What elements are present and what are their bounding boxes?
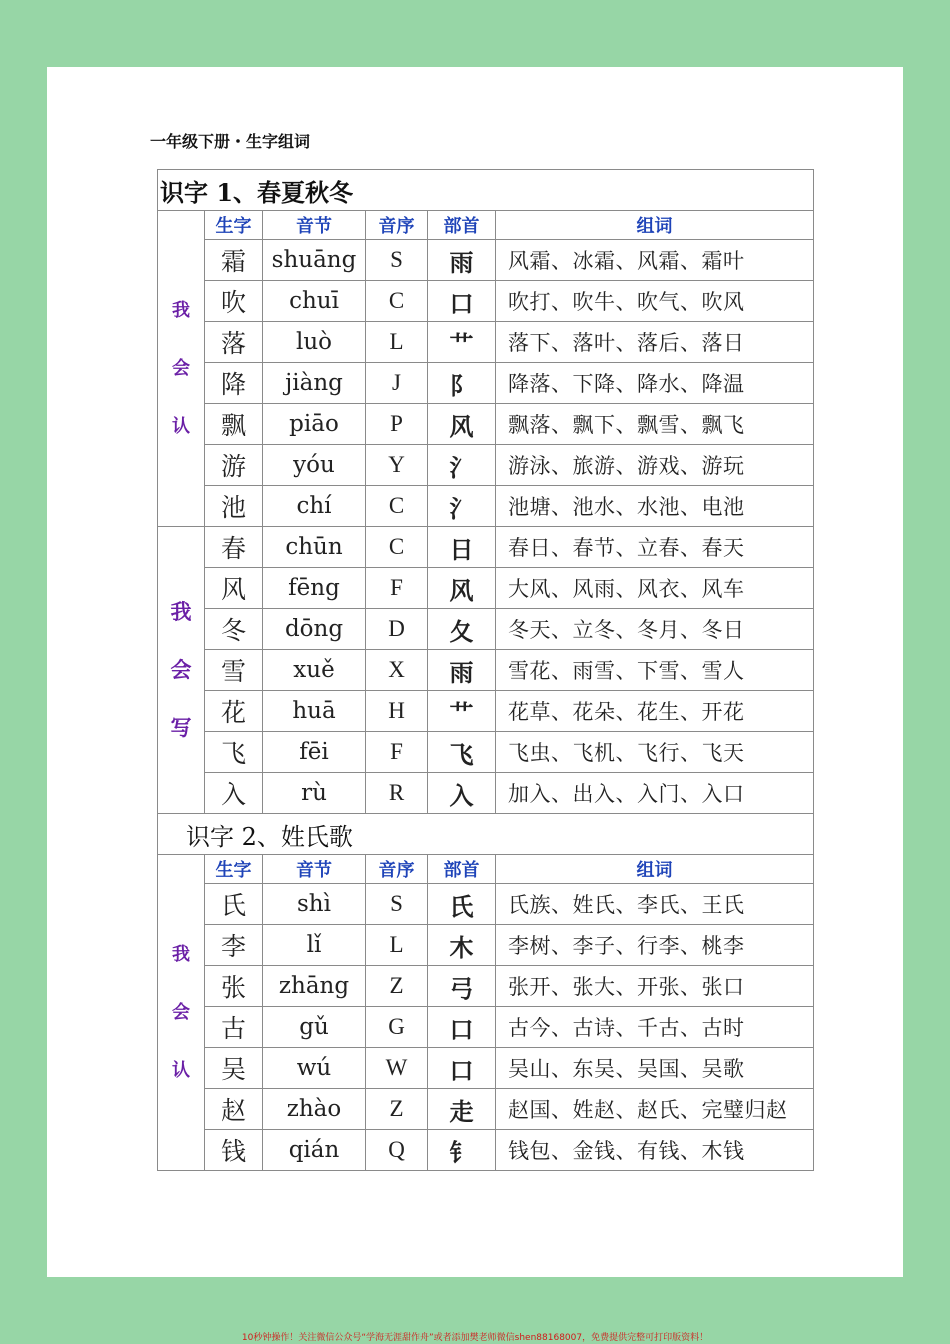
initial-letter-cell: J	[366, 363, 428, 404]
radical-cell: 口	[428, 1048, 496, 1089]
table-row	[158, 609, 814, 650]
character-cell: 飞	[205, 732, 263, 773]
radical-cell: 弓	[428, 966, 496, 1007]
initial-letter-cell: D	[366, 609, 428, 650]
table-row	[158, 445, 814, 486]
table-row	[158, 884, 814, 925]
table-row	[158, 1048, 814, 1089]
character-cell: 池	[205, 486, 263, 527]
word-group-cell: 钱包、金钱、有钱、木钱	[496, 1130, 814, 1171]
table-row	[158, 568, 814, 609]
initial-letter-cell: R	[366, 773, 428, 814]
radical-cell: 氏	[428, 884, 496, 925]
initial-letter-cell: W	[366, 1048, 428, 1089]
character-cell: 钱	[205, 1130, 263, 1171]
radical-cell: 口	[428, 1007, 496, 1048]
word-group-cell: 游泳、旅游、游戏、游玩	[496, 445, 814, 486]
initial-letter-cell: G	[366, 1007, 428, 1048]
character-cell: 游	[205, 445, 263, 486]
word-group-cell: 降落、下降、降水、降温	[496, 363, 814, 404]
worksheet-page	[47, 67, 903, 1277]
radical-cell: 氵	[428, 486, 496, 527]
character-cell: 霜	[205, 240, 263, 281]
initial-letter-cell: Z	[366, 966, 428, 1007]
group-label	[158, 855, 205, 1171]
word-group-cell: 氏族、姓氏、李氏、王氏	[496, 884, 814, 925]
initial-letter-cell: C	[366, 527, 428, 568]
character-cell: 雪	[205, 650, 263, 691]
initial-letter-cell: S	[366, 884, 428, 925]
radical-cell: 夂	[428, 609, 496, 650]
word-group-cell: 池塘、池水、水池、电池	[496, 486, 814, 527]
header-bu-shou: 部首	[428, 855, 496, 884]
character-cell: 降	[205, 363, 263, 404]
character-cell: 春	[205, 527, 263, 568]
header-yin-xu: 音序	[366, 211, 428, 240]
header-bu-shou: 部首	[428, 211, 496, 240]
initial-letter-cell: C	[366, 486, 428, 527]
table-row	[158, 322, 814, 363]
pinyin-cell: chuī	[263, 281, 366, 322]
pinyin-cell: wú	[263, 1048, 366, 1089]
pinyin-cell: xuě	[263, 650, 366, 691]
table-row	[158, 650, 814, 691]
initial-letter-cell: Q	[366, 1130, 428, 1171]
header-yin-xu: 音序	[366, 855, 428, 884]
pinyin-cell: chí	[263, 486, 366, 527]
group-label-char: 写	[170, 716, 192, 740]
character-cell: 古	[205, 1007, 263, 1048]
character-cell: 花	[205, 691, 263, 732]
pinyin-cell: shì	[263, 884, 366, 925]
radical-cell: 口	[428, 281, 496, 322]
radical-cell: 氵	[428, 445, 496, 486]
group-label-char: 会	[170, 658, 192, 682]
page-heading: 一年级下册・生字组词	[150, 132, 311, 151]
radical-cell: 风	[428, 404, 496, 445]
group-label-char: 认	[172, 1059, 190, 1081]
pinyin-cell: gǔ	[263, 1007, 366, 1048]
column-header-row	[158, 211, 814, 240]
group-label-char: 会	[172, 357, 190, 379]
section-title-row	[158, 170, 814, 211]
word-group-cell: 冬天、立冬、冬月、冬日	[496, 609, 814, 650]
character-cell: 入	[205, 773, 263, 814]
group-label	[158, 211, 205, 527]
header-yin-jie: 音节	[263, 855, 366, 884]
table-row	[158, 1089, 814, 1130]
header-yin-jie: 音节	[263, 211, 366, 240]
pinyin-cell: rù	[263, 773, 366, 814]
character-cell: 氏	[205, 884, 263, 925]
pinyin-cell: shuāng	[263, 240, 366, 281]
character-cell: 赵	[205, 1089, 263, 1130]
word-group-cell: 加入、出入、入门、入口	[496, 773, 814, 814]
word-group-cell: 大风、风雨、风衣、风车	[496, 568, 814, 609]
character-cell: 李	[205, 925, 263, 966]
section-title: 识字 1、春夏秋冬	[158, 170, 814, 211]
pinyin-cell: lǐ	[263, 925, 366, 966]
header-zu-ci: 组词	[496, 855, 814, 884]
vocabulary-table	[157, 169, 814, 1171]
word-group-cell: 古今、古诗、千古、古时	[496, 1007, 814, 1048]
radical-cell: 钅	[428, 1130, 496, 1171]
table-row	[158, 1130, 814, 1171]
table-row	[158, 527, 814, 568]
table-row	[158, 691, 814, 732]
word-group-cell: 张开、张大、开张、张口	[496, 966, 814, 1007]
table-row	[158, 925, 814, 966]
word-group-cell: 飞虫、飞机、飞行、飞天	[496, 732, 814, 773]
initial-letter-cell: Z	[366, 1089, 428, 1130]
word-group-cell: 飘落、飘下、飘雪、飘飞	[496, 404, 814, 445]
table-row	[158, 966, 814, 1007]
radical-cell: 入	[428, 773, 496, 814]
pinyin-cell: dōng	[263, 609, 366, 650]
table-row	[158, 486, 814, 527]
initial-letter-cell: L	[366, 322, 428, 363]
initial-letter-cell: S	[366, 240, 428, 281]
character-cell: 冬	[205, 609, 263, 650]
group-label-char: 我	[172, 943, 190, 965]
pinyin-cell: zhào	[263, 1089, 366, 1130]
word-group-cell: 花草、花朵、花生、开花	[496, 691, 814, 732]
word-group-cell: 吴山、东吴、吴国、吴歌	[496, 1048, 814, 1089]
radical-cell: 阝	[428, 363, 496, 404]
pinyin-cell: yóu	[263, 445, 366, 486]
footer-note: 10秒钟操作！关注微信公众号“学海无涯甜作舟”或者添加樊老师微信shen88168007，免费提供完整可打印版资料！	[241, 1333, 709, 1343]
initial-letter-cell: C	[366, 281, 428, 322]
character-cell: 风	[205, 568, 263, 609]
group-label-char: 我	[170, 600, 192, 624]
radical-cell: 雨	[428, 240, 496, 281]
radical-cell: 日	[428, 527, 496, 568]
word-group-cell: 赵国、姓赵、赵氏、完璧归赵	[496, 1089, 814, 1130]
table-row	[158, 363, 814, 404]
word-group-cell: 雪花、雨雪、下雪、雪人	[496, 650, 814, 691]
table-row	[158, 732, 814, 773]
character-cell: 吴	[205, 1048, 263, 1089]
word-group-cell: 李树、李子、行李、桃李	[496, 925, 814, 966]
pinyin-cell: qián	[263, 1130, 366, 1171]
radical-cell: 木	[428, 925, 496, 966]
word-group-cell: 春日、春节、立春、春天	[496, 527, 814, 568]
pinyin-cell: zhāng	[263, 966, 366, 1007]
radical-cell: 走	[428, 1089, 496, 1130]
section-title: 识字 2、姓氏歌	[158, 814, 814, 855]
column-header-row	[158, 855, 814, 884]
character-cell: 飘	[205, 404, 263, 445]
pinyin-cell: huā	[263, 691, 366, 732]
pinyin-cell: chūn	[263, 527, 366, 568]
group-label-char: 我	[172, 299, 190, 321]
character-cell: 张	[205, 966, 263, 1007]
word-group-cell: 吹打、吹牛、吹气、吹风	[496, 281, 814, 322]
radical-cell: 雨	[428, 650, 496, 691]
word-group-cell: 落下、落叶、落后、落日	[496, 322, 814, 363]
group-label	[158, 527, 205, 814]
pinyin-cell: piāo	[263, 404, 366, 445]
table-row	[158, 1007, 814, 1048]
group-label-char: 会	[172, 1001, 190, 1023]
initial-letter-cell: F	[366, 732, 428, 773]
pinyin-cell: luò	[263, 322, 366, 363]
character-cell: 吹	[205, 281, 263, 322]
radical-cell: 艹	[428, 691, 496, 732]
header-zu-ci: 组词	[496, 211, 814, 240]
pinyin-cell: jiàng	[263, 363, 366, 404]
initial-letter-cell: P	[366, 404, 428, 445]
radical-cell: 飞	[428, 732, 496, 773]
table-row	[158, 404, 814, 445]
table-row	[158, 773, 814, 814]
table-row	[158, 240, 814, 281]
pinyin-cell: fēng	[263, 568, 366, 609]
initial-letter-cell: F	[366, 568, 428, 609]
initial-letter-cell: L	[366, 925, 428, 966]
pinyin-cell: fēi	[263, 732, 366, 773]
initial-letter-cell: Y	[366, 445, 428, 486]
character-cell: 落	[205, 322, 263, 363]
section-title-row	[158, 814, 814, 855]
group-label-char: 认	[172, 415, 190, 437]
header-sheng-zi: 生字	[205, 211, 263, 240]
radical-cell: 风	[428, 568, 496, 609]
initial-letter-cell: H	[366, 691, 428, 732]
word-group-cell: 风霜、冰霜、风霜、霜叶	[496, 240, 814, 281]
header-sheng-zi: 生字	[205, 855, 263, 884]
initial-letter-cell: X	[366, 650, 428, 691]
radical-cell: 艹	[428, 322, 496, 363]
table-row	[158, 281, 814, 322]
